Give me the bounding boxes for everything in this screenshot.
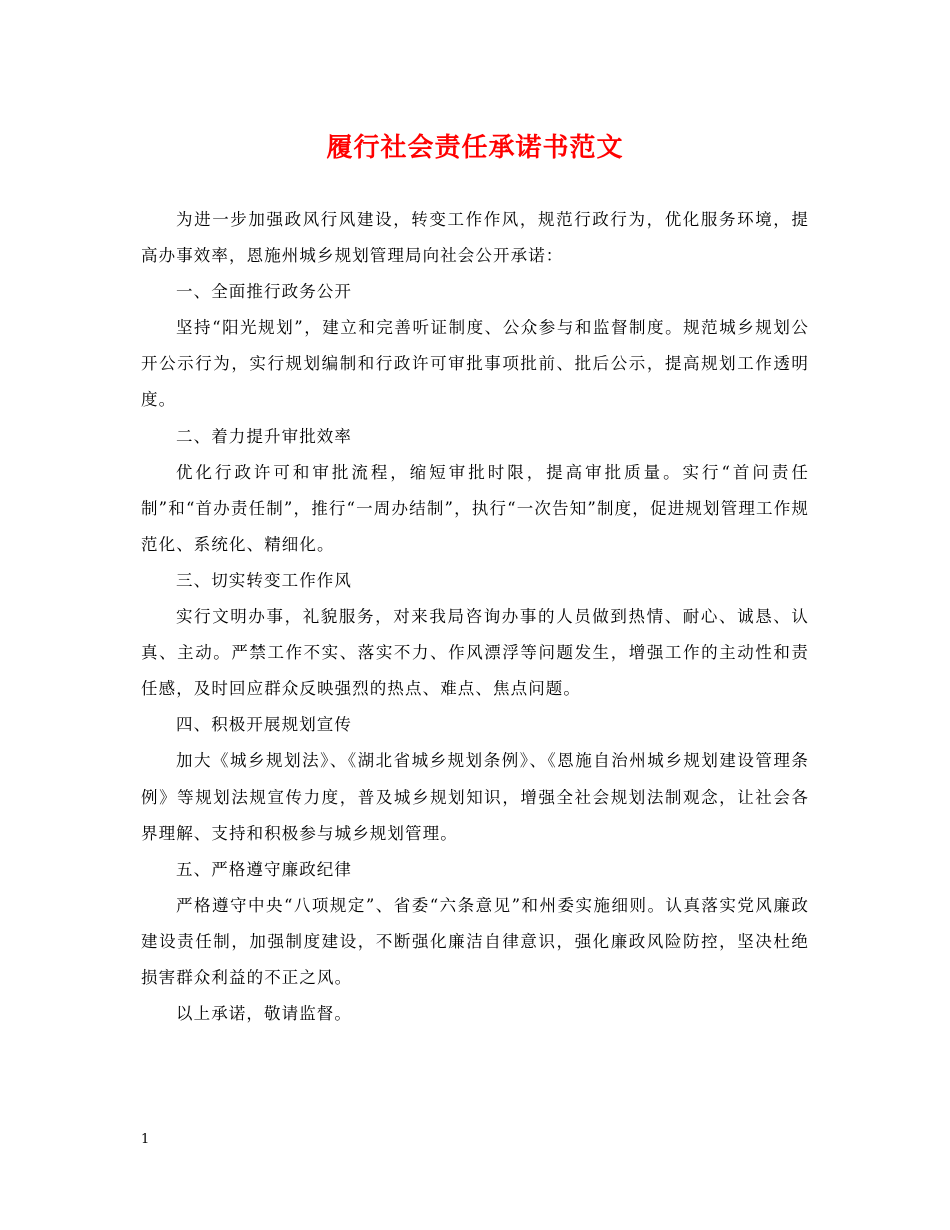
intro-paragraph: 为进一步加强政风行风建设，转变工作作风，规范行政行为，优化服务环境，提高办事效率，恩施州城乡规划管理局向社会公开承诺： <box>141 210 809 266</box>
section-heading: 四、积极开展规划宣传 <box>176 715 352 735</box>
body-paragraph: 坚持“阳光规划”，建立和完善听证制度、公众参与和监督制度。规范城乡规划公开公示行为，实行规划编制和行政许可审批事项批前、批后公示，提高规划工作透明度。 <box>141 318 809 410</box>
section-heading: 三、切实转变工作作风 <box>176 570 352 590</box>
document-body <box>141 202 809 1032</box>
section-heading: 一、全面推行政务公开 <box>176 282 352 302</box>
body-paragraph: 实行文明办事，礼貌服务，对来我局咨询办事的人员做到热情、耐心、诚恳、认真、主动。严禁工作不实、落实不力、作风漂浮等问题发生，增强工作的主动性和责任感，及时回应群众反映强烈的热点、难点、焦点问题。 <box>141 607 809 699</box>
document-title: 履行社会责任承诺书范文 <box>326 133 624 163</box>
section-heading: 五、严格遵守廉政纪律 <box>176 859 352 879</box>
page-number: 1 <box>141 1132 150 1147</box>
body-paragraph: 优化行政许可和审批流程，缩短审批时限，提高审批质量。实行“首问责任制”和“首办责任制”，推行“一周办结制”，执行“一次告知”制度，促进规划管理工作规范化、系统化、精细化。 <box>141 462 809 554</box>
body-paragraph: 严格遵守中央“八项规定”、省委“六条意见”和州委实施细则。认真落实党风廉政建设责任制，加强制度建设，不断强化廉洁自律意识，强化廉政风险防控，坚决杜绝损害群众利益的不正之风。 <box>141 895 809 987</box>
closing-paragraph: 以上承诺，敬请监督。 <box>176 1004 352 1024</box>
body-paragraph: 加大《城乡规划法》、《湖北省城乡规划条例》、《恩施自治州城乡规划建设管理条例》等规划法规宣传力度，普及城乡规划知识，增强全社会规划法制观念，让社会各界理解、支持和积极参与城乡规划管理。 <box>141 751 809 843</box>
section-heading: 二、着力提升审批效率 <box>176 426 352 446</box>
